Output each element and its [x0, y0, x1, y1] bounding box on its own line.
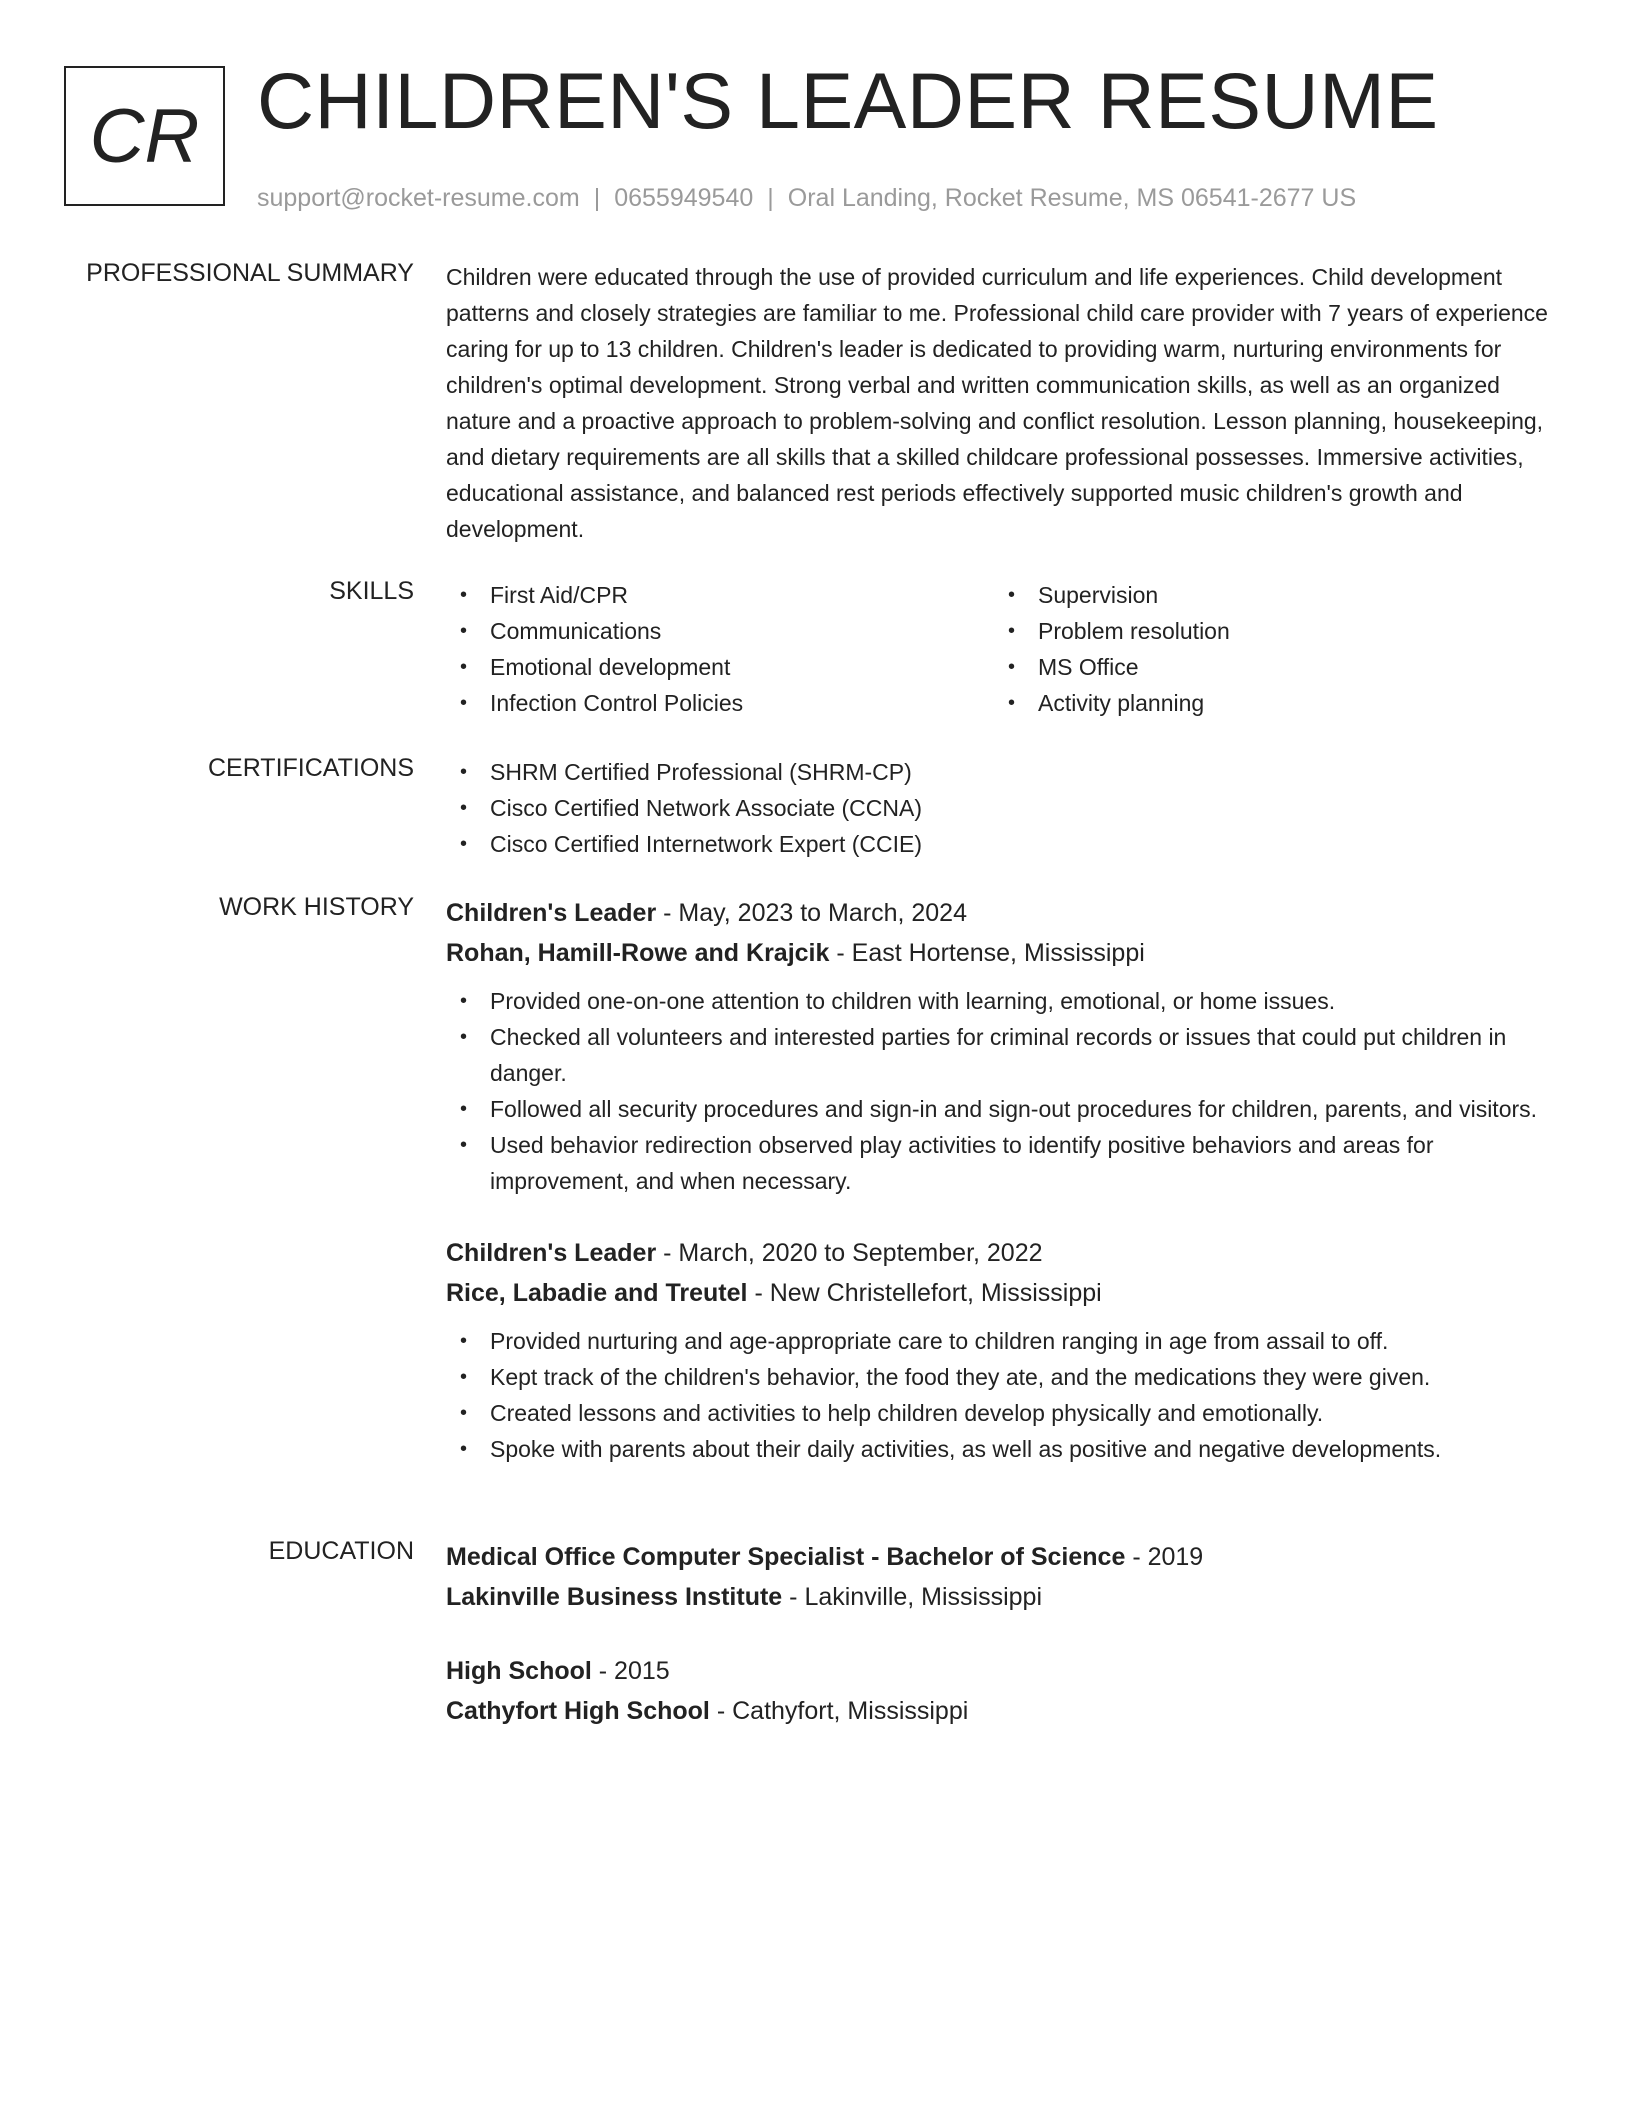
education-degree: Medical Office Computer Specialist - Bachelor of Science	[446, 1543, 1126, 1571]
job-bullet: • Provided nurturing and age-appropriate care to children ranging in age from assail to off.	[446, 1323, 1558, 1359]
job-location: - East Hortense, Mississippi	[836, 939, 1145, 967]
skills-list-right	[994, 577, 1542, 721]
summary-body	[446, 259, 1558, 547]
certifications-list	[446, 754, 1558, 862]
skill-item: • Emotional development	[446, 649, 994, 685]
education-year: - 2015	[598, 1657, 670, 1685]
education-body	[446, 1537, 1558, 1731]
job-title: Children's Leader	[446, 1239, 657, 1267]
job-entry	[446, 1233, 1558, 1467]
job-title: Children's Leader	[446, 899, 657, 927]
certification-item: • Cisco Certified Network Associate (CCNA)	[446, 790, 1558, 826]
education-school-line	[446, 1577, 1558, 1617]
contact-address: Oral Landing, Rocket Resume, MS 06541-2677 US	[787, 184, 1357, 212]
resume-header	[64, 56, 1439, 213]
education-entry	[446, 1537, 1558, 1617]
contact-line	[257, 184, 1439, 213]
education-school: Lakinville Business Institute	[446, 1583, 783, 1611]
certifications-label: CERTIFICATIONS	[207, 754, 414, 782]
education-degree-line	[446, 1537, 1558, 1577]
skill-item: • First Aid/CPR	[446, 577, 994, 613]
job-bullet: • Followed all security procedures and sign-in and sign-out procedures for children, parents, and visitors.	[446, 1091, 1558, 1127]
job-org-line	[446, 1273, 1558, 1313]
job-bullet: • Kept track of the children's behavior, the food they ate, and the medications they were given.	[446, 1359, 1558, 1395]
work-history-label: WORK HISTORY	[219, 893, 414, 921]
summary-text: Children were educated through the use of provided curriculum and life experiences. Child development patterns and closely strategies are familiar to me. Professional child care provider with 7 years of experience caring for up to 13 children. Children's leader is dedicated to providing warm, nurturing environments for children's optimal development. Strong verbal and written communication skills, as well as an organized nature and a proactive approach to problem-solving and conflict resolution. Lesson planning, housekeeping, and dietary requirements are all skills that a skilled childcare professional possesses. Immersive activities, educational assistance, and balanced rest periods effectively supported music children's growth and development.	[446, 264, 1548, 542]
certification-item: • SHRM Certified Professional (SHRM-CP)	[446, 754, 1558, 790]
summary-label: PROFESSIONAL SUMMARY	[86, 259, 414, 287]
skill-item: • Infection Control Policies	[446, 685, 994, 721]
education-school-line	[446, 1691, 1558, 1731]
certifications-body	[446, 754, 1558, 862]
job-bullet: • Provided one-on-one attention to children with learning, emotional, or home issues.	[446, 983, 1558, 1019]
contact-separator: |	[767, 184, 774, 212]
job-entry	[446, 893, 1558, 1199]
education-location: - Lakinville, Mississippi	[789, 1583, 1043, 1611]
education-school: Cathyfort High School	[446, 1697, 710, 1725]
certification-item: • Cisco Certified Internetwork Expert (CCIE)	[446, 826, 1558, 862]
education-degree-line	[446, 1651, 1558, 1691]
job-bullets	[446, 1323, 1558, 1467]
monogram-box: CR	[64, 66, 225, 206]
job-bullet: • Spoke with parents about their daily activities, as well as positive and negative developments.	[446, 1431, 1558, 1467]
job-bullet: • Checked all volunteers and interested parties for criminal records or issues that could put children in danger.	[446, 1019, 1558, 1091]
job-bullet: • Used behavior redirection observed play activities to identify positive behaviors and areas for improvement, and when necessary.	[446, 1127, 1558, 1199]
skills-grid	[446, 577, 1558, 721]
skills-label: SKILLS	[329, 577, 414, 605]
skill-item: • MS Office	[994, 649, 1542, 685]
resume-title: CHILDREN'S LEADER RESUME	[257, 56, 1439, 145]
work-history-body	[446, 893, 1558, 1467]
job-dates: - May, 2023 to March, 2024	[663, 899, 967, 927]
job-employer: Rice, Labadie and Treutel	[446, 1279, 748, 1307]
job-org-line	[446, 933, 1558, 973]
job-bullets	[446, 983, 1558, 1199]
education-label: EDUCATION	[268, 1537, 414, 1565]
contact-phone[interactable]: 0655949540	[614, 184, 754, 212]
job-title-line	[446, 1233, 1558, 1273]
skill-item: • Activity planning	[994, 685, 1542, 721]
job-location: - New Christellefort, Mississippi	[754, 1279, 1102, 1307]
skill-item: • Supervision	[994, 577, 1542, 613]
education-entry	[446, 1651, 1558, 1731]
education-location: - Cathyfort, Mississippi	[716, 1697, 969, 1725]
job-dates: - March, 2020 to September, 2022	[663, 1239, 1043, 1267]
job-bullet: • Created lessons and activities to help children develop physically and emotionally.	[446, 1395, 1558, 1431]
header-text	[257, 56, 1439, 213]
skills-list-left	[446, 577, 994, 721]
skill-item: • Problem resolution	[994, 613, 1542, 649]
job-employer: Rohan, Hamill-Rowe and Krajcik	[446, 939, 830, 967]
education-year: - 2019	[1132, 1543, 1204, 1571]
contact-separator: |	[593, 184, 601, 212]
education-degree: High School	[446, 1657, 592, 1685]
job-title-line	[446, 893, 1558, 933]
skill-item: • Communications	[446, 613, 994, 649]
contact-email[interactable]: support@rocket-resume.com	[257, 184, 580, 212]
